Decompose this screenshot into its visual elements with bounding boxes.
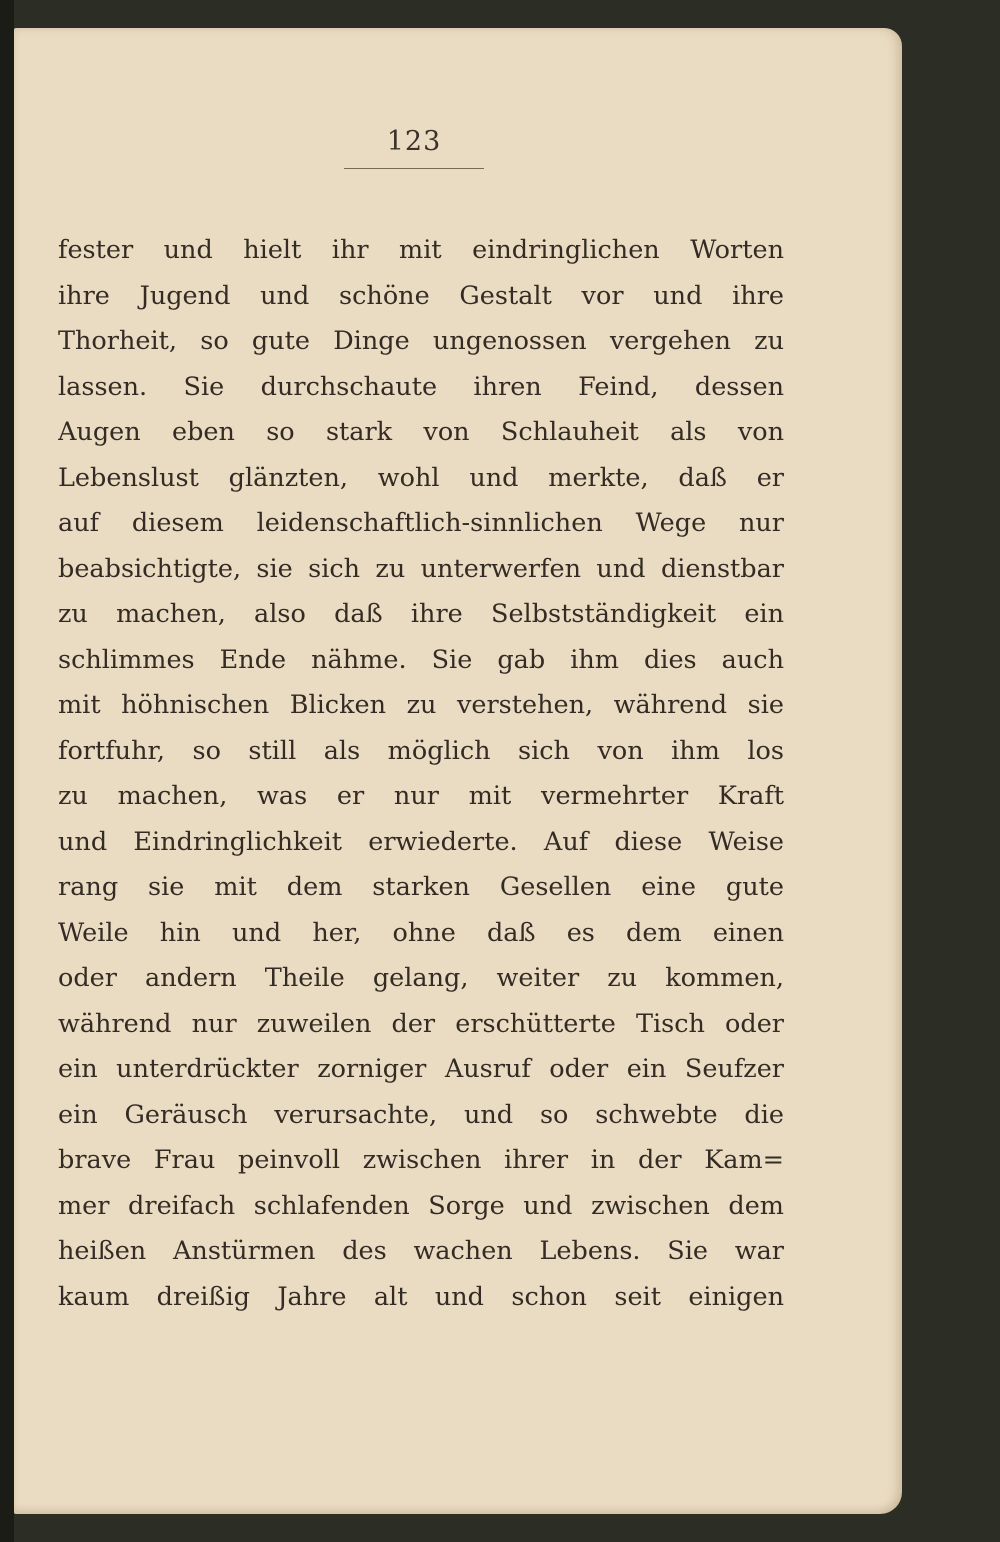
text-line: mer dreifach schlafenden Sorge und zwischen dem [58, 1190, 784, 1221]
text-line: Augen eben so stark von Schlauheit als von [58, 417, 784, 447]
text-line: rang sie mit dem starken Gesellen eine gute [58, 872, 784, 902]
text-line: lassen. Sie durchschaute ihren Feind, dessen [58, 371, 784, 402]
text-line: fortfuhr, so still als möglich sich von ihm los [58, 735, 784, 766]
text-line: Thorheit, so gute Dinge ungenossen vergehen zu [58, 326, 784, 356]
text-line: kaum dreißig Jahre alt und schon seit einigen [58, 1281, 784, 1312]
text-line: brave Frau peinvoll zwischen ihrer in der Kam= [58, 1145, 784, 1175]
text-line: zu machen, was er nur mit vermehrter Kraft [58, 781, 784, 811]
text-line: fester und hielt ihr mit eindringlichen Worten [58, 235, 784, 265]
header-rule [344, 168, 484, 169]
text-line: mit höhnischen Blicken zu verstehen, während sie [58, 690, 784, 720]
book-page [14, 28, 902, 1514]
text-line: zu machen, also daß ihre Selbstständigkeit ein [58, 599, 784, 629]
text-line: auf diesem leidenschaftlich-sinnlichen Wege nur [58, 508, 784, 538]
text-line: während nur zuweilen der erschütterte Tisch oder [58, 1008, 784, 1039]
text-line: ein Geräusch verursachte, und so schwebte die [58, 1099, 784, 1130]
text-line: und Eindringlichkeit erwiederte. Auf diese Weise [58, 826, 784, 857]
text-line: heißen Anstürmen des wachen Lebens. Sie war [58, 1236, 784, 1266]
book-spine-edge [0, 0, 14, 1542]
body-text [58, 228, 784, 1320]
text-line: schlimmes Ende nähme. Sie gab ihm dies auch [58, 644, 784, 675]
text-line: Lebenslust glänzten, wohl und merkte, daß er [58, 462, 784, 493]
text-line: ihre Jugend und schöne Gestalt vor und ihre [58, 280, 784, 311]
text-line: oder andern Theile gelang, weiter zu kommen, [58, 963, 784, 993]
text-line: beabsichtigte, sie sich zu unterwerfen und dienstbar [58, 553, 784, 584]
text-line: ein unterdrückter zorniger Ausruf oder ein Seufzer [58, 1054, 784, 1084]
page-number: 123 [386, 126, 442, 157]
text-line: Weile hin und her, ohne daß es dem einen [58, 917, 784, 948]
